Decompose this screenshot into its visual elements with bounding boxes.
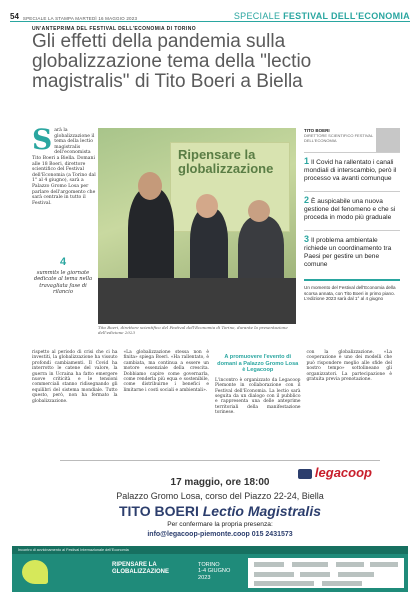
festival-banner <box>12 546 408 592</box>
body-column: A promuovere l'evento di domani a Palazzo Gromo Losa è Legacoop L'incontro è organizzato da Legacoop Piemonte in collaborazione con il Festival dell'Economia. La lectio sarà seguita da un dialogo con il pubblico e rappresenta una delle anteprime territoriali della manifestazione torinese. <box>215 354 301 416</box>
event-rsvp-label: Per confermare la propria presenza: <box>167 521 273 528</box>
sidebar-point: 2 È auspicabile una nuova gestione del fenomeno e che si proceda in modo più graduale <box>304 191 400 222</box>
photo-banner-text: Ripensare la globalizzazione <box>178 147 274 176</box>
body-subhead: A promuovere l'evento di domani a Palazzo Gromo Losa è Legacoop <box>217 354 299 374</box>
sponsor-logo <box>370 562 398 567</box>
event-place: Palazzo Gromo Losa, corso del Piazzo 22-24, Biella <box>116 491 324 501</box>
sidebar-point: 3 Il problema ambientale richiede un coordinamento tra Paesi per gestire un bene comune <box>304 230 400 269</box>
pull-quote <box>32 256 94 296</box>
section-label: SPECIALE FESTIVAL DELL'ECONOMIA <box>233 11 410 21</box>
body-column: rispetto al periodo di crisi che ci ha investiti, la globalizzazione ha vissuto profondi cambiamenti. Il Covid ha interrotto le catene del valore, la guerra in Ucraina ha fatto emergere nuove criticità e le tensioni commerciali stanno ridisegnando gli equilibri del sistema mondiale. Tutto questo, però, non ha fermato la globalizzazione. <box>32 350 118 404</box>
lead-text: arà la globalizzazione il tema della lectio magistralis dell'economista Tito Boeri a Biella. Domani alle 18 Boeri, direttore scientifico del Festival dell'Economia (a Torino dal 1° al 4 giugno), sarà a Palazzo Gromo Losa per parlare dell'argomento che sarà centrale in tutto il Festival. <box>32 128 96 206</box>
banner-title: RIPENSARE LA GLOBALIZZAZIONE <box>112 562 169 575</box>
article-photo <box>98 128 296 324</box>
sponsor-logo <box>338 572 374 577</box>
sponsor-logo <box>300 572 330 577</box>
banner-dates: TORINO 1-4 GIUGNO 2023 <box>198 562 231 581</box>
sponsor-logo <box>254 562 284 567</box>
sponsor-logo <box>322 581 362 586</box>
dropcap: S <box>32 123 53 156</box>
pull-quote-number: 4 <box>59 256 67 268</box>
sponsor-logo <box>292 562 328 567</box>
event-contact: info@legacoop-piemonte.coop 015 2431573 <box>147 531 293 538</box>
event-date: 17 maggio, ore 18:00 <box>170 477 270 488</box>
article-kicker: UN'ANTEPRIMA DEL FESTIVAL DELL'ECONOMIA DI TORINO <box>32 26 197 32</box>
legacoop-logo: legacoop <box>298 465 372 480</box>
paper-name: SPECIALE LA STAMPA MARTEDÌ 16 MAGGIO 2023 <box>22 16 138 21</box>
sponsor-logos <box>248 558 404 588</box>
sidebar <box>304 128 400 302</box>
body-column: con la globalizzazione. «La cooperazione è uno dei modelli che può rispondere meglio alle sfide del nostro tempo» sottolineano gli organizzatori. La partecipazione è gratuita previa prenotazione. <box>306 350 392 383</box>
body-column: «La globalizzazione stessa non è finita» spiega Boeri. «Ha rallentato, è cambiata, ma continua a essere un motore essenziale della crescita. Dobbiamo capire come governarla, come renderla più equa e sostenibile, come distribuirne i benefici e limitarne i costi sociali e ambientali». <box>123 350 209 393</box>
panelist-figure <box>190 208 228 288</box>
sponsor-logo <box>254 572 294 577</box>
sidebar-role: DIRETTORE SCIENTIFICO FESTIVAL DELL'ECONOMIA <box>304 133 374 143</box>
sidebar-point: 1 Il Covid ha rallentato i canali mondiali di interscambio, però il processo va avanti comunque <box>304 152 400 183</box>
pull-quote-text: summits le giornate dedicate al tema nella travagliata fase di rilancio <box>33 270 93 296</box>
speaker-head <box>138 172 162 200</box>
sidebar-name: TITO BOERI <box>304 128 330 133</box>
sponsor-logo <box>254 581 314 586</box>
photo-caption: Tito Boeri, direttore scientifico del Festival dell'Economia di Torino, durante la presentazione dell'edizione 2023 <box>98 325 288 335</box>
speaker-figure <box>128 188 174 288</box>
portrait-image <box>376 128 400 152</box>
page-header <box>10 8 410 22</box>
page-number: 54 <box>10 12 19 21</box>
panelist-head <box>196 194 218 218</box>
lead-paragraph <box>32 123 96 206</box>
sponsor-logo <box>336 562 364 567</box>
body-columns <box>32 350 392 416</box>
panelist-head <box>248 200 270 222</box>
article-headline: Gli effetti della pandemia sulla globalizzazione tema della "lectio magistralis" di Tito Boeri a Biella <box>32 31 312 92</box>
festival-logo-icon <box>22 560 48 584</box>
banner-top-text: Incontro di avvicinamento al Festival Internazionale dell'Economia <box>12 546 408 554</box>
event-advert <box>60 460 380 540</box>
sidebar-note: Un momento del Festival dell'Economia della scorsa annata, con Tito Boeri in primo piano. L'edizione 2023 sarà dal 1° al 4 giugno <box>304 279 400 302</box>
conference-table <box>98 278 296 324</box>
event-speaker: TITO BOERI Lectio Magistralis <box>118 503 321 519</box>
